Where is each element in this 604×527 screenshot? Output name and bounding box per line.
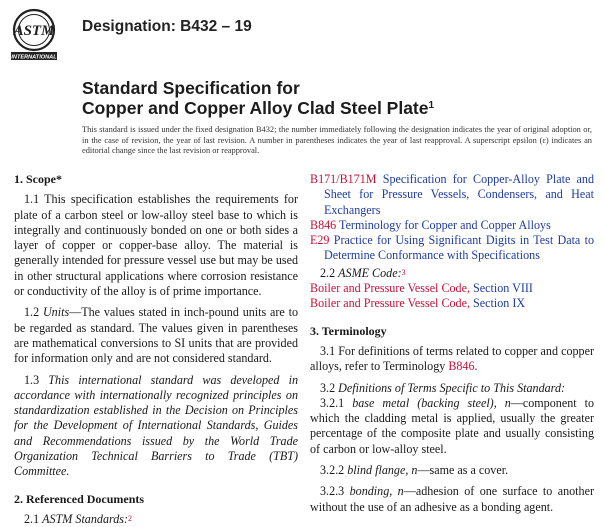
- scope-heading: 1. Scope*: [14, 172, 62, 186]
- title-line-1: Standard Specification for: [82, 78, 300, 98]
- title-footnote-mark[interactable]: 1: [428, 100, 435, 111]
- reference-e29-link[interactable]: E29: [310, 233, 330, 248]
- referenced-documents-heading: 2. Referenced Documents: [14, 491, 145, 506]
- left-column: [14, 172, 298, 527]
- paragraph-2-2: 2.2 ASME Code:$^3$: [320, 265, 406, 280]
- asme-reference-1: Boiler and Pressure Vessel Code, Section VIII: [310, 281, 533, 296]
- issuance-notice: This standard is issued under the fixed designation B432; the number immediately following the designation indicates the year of original adoption or, in the case of revision, the year of last revision. A number in parentheses indicates the year of last reapproval. A superscript epsilon (ε) indicates an editorial change since the last revision or reapproval.: [82, 125, 592, 156]
- terminology-heading: 3. Terminology: [310, 323, 387, 338]
- terminology-b846-link[interactable]: B846: [448, 359, 475, 374]
- svg-text:ASTM: ASTM: [13, 23, 55, 39]
- paragraph-1-1: 1.1 This specification establishes the requirements for plate of a carbon steel or low-alloy steel base to which is integrally and continuously bonded on one or both sides a layer of copper or copper-base alloy. The material is generally intended for pressure vessel use but may be used in other structural applications where corrosion resistance or conductivity of the alloy is of prime importance.: [14, 192, 298, 299]
- document-title: [82, 78, 434, 118]
- astm-logo: [9, 8, 59, 62]
- asme-reference-2: Boiler and Pressure Vessel Code, Section IX: [310, 296, 526, 311]
- reference-b846: B846 Terminology for Copper and Copper Alloys: [310, 217, 551, 232]
- paragraph-3-1: 3.1 For definitions of terms related to copper and copper alloys, refer to Terminology B846.: [310, 343, 594, 374]
- svg-text:INTERNATIONAL: INTERNATIONAL: [11, 54, 57, 61]
- paragraph-3-2-3: 3.2.3 bonding, n—adhesion of one surface to another without the use of an adhesive as a bonding agent.: [310, 484, 594, 514]
- paragraph-1-3: 1.3 This international standard was developed in accordance with internationally recognized principles on standardization established in the Decision on Principles for the Development of International Standards, Guides and Recommendations issued by the World Trade Organization Technical Barriers to Trade (TBT) Committee.: [14, 372, 298, 479]
- paragraph-1-2: 1.2 Units—The values stated in inch-pound units are to be regarded as standard. The values given in parentheses are mathematical conversions to SI units that are provided for information only and are not considered standard.: [14, 305, 298, 366]
- right-column: [310, 172, 594, 515]
- reference-e29: E29 Practice for Using Significant Digits in Test Data to Determine Conformance with Specifications: [310, 233, 594, 263]
- reference-b171: B171/B171M Specification for Copper-Alloy Plate and Sheet for Pressure Vessels, Condensers, and Heat Exchangers: [310, 172, 594, 217]
- paragraph-3-2-1: 3.2.1 base metal (backing steel), n—component to which the cladding metal is applied, usually the greater percentage of the composite plate and usually consisting of carbon or low-alloy steel.: [310, 395, 594, 456]
- paragraph-3-2: 3.2 Definitions of Terms Specific to This Standard:: [320, 380, 566, 395]
- reference-b846-link[interactable]: B846: [310, 217, 337, 232]
- reference-b171-link[interactable]: B171/B171M: [310, 172, 377, 186]
- paragraph-3-2-2: 3.2.2 blind flange, n—same as a cover.: [320, 463, 509, 478]
- designation-label: Designation: B432 – 19: [82, 18, 252, 35]
- title-line-2: Copper and Copper Alloy Clad Steel Plate$^1$: [82, 98, 435, 118]
- paragraph-2-1: 2.1 ASTM Standards:$^2$: [24, 511, 133, 526]
